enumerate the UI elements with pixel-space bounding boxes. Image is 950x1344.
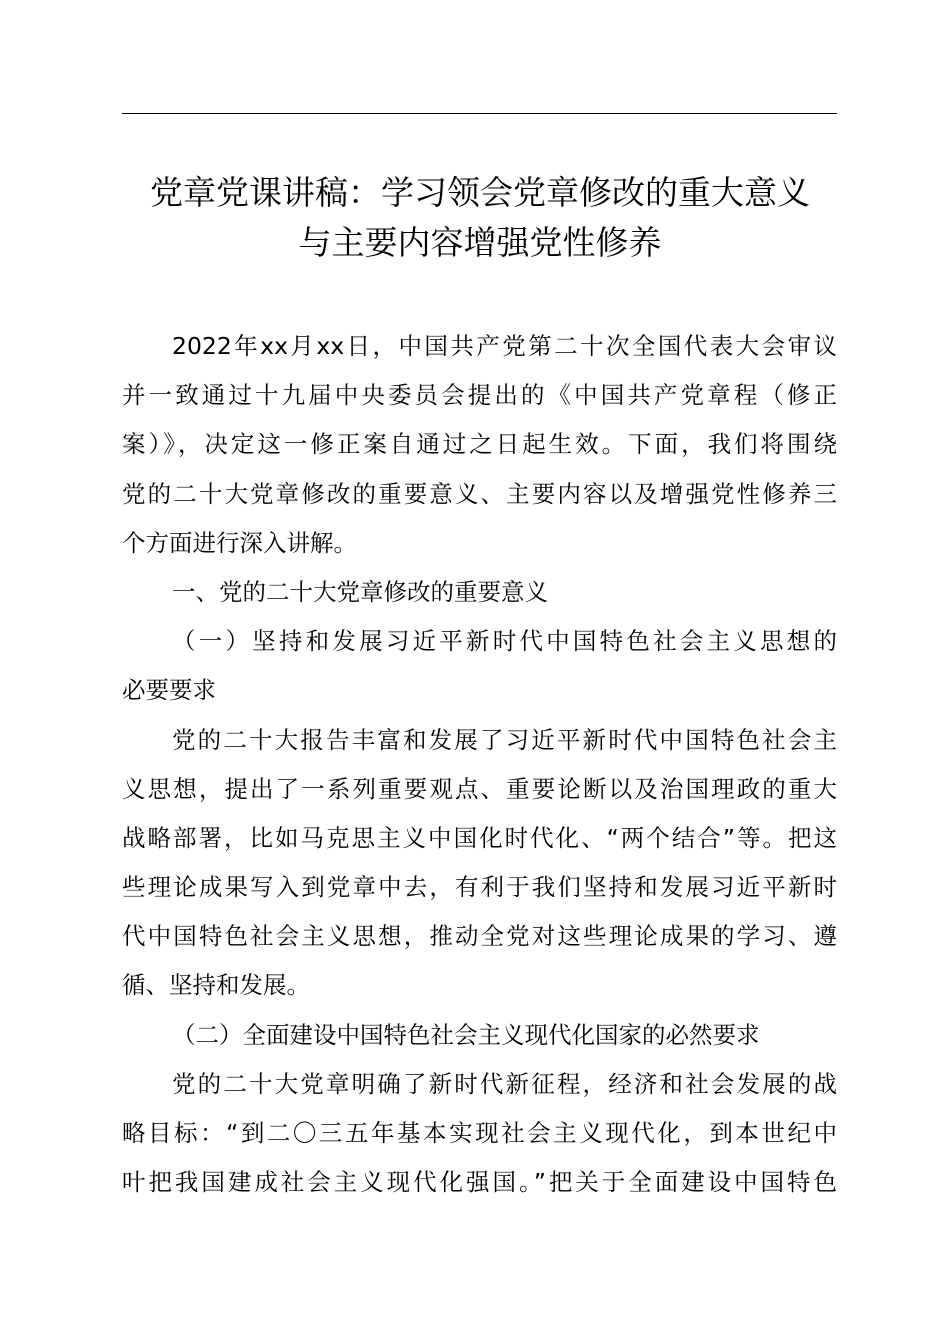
- section-heading: 一、党的二十大党章修改的重要意义: [172, 577, 548, 606]
- paragraph-line: 代中国特色社会主义思想，推动全党对这些理论成果的学习、遵: [122, 922, 837, 951]
- paragraph-line: 党的二十大党章修改的重要意义、主要内容以及增强党性修养三: [122, 479, 837, 508]
- paragraph-line: 叶把我国建成社会主义现代化强国。”把关于全面建设中国特色: [122, 1168, 837, 1197]
- paragraph-line: 案）》，决定这一修正案自通过之日起生效。下面，我们将围绕: [122, 430, 837, 459]
- paragraph-line: 略目标：“到二〇三五年基本实现社会主义现代化，到本世纪中: [122, 1119, 837, 1147]
- paragraph-line: 并一致通过十九届中央委员会提出的《中国共产党章程（修正: [122, 381, 837, 410]
- paragraph-line: 战略部署，比如马克思主义中国化时代化、“两个结合”等。把这: [122, 823, 837, 852]
- title-line-1: 党章党课讲稿：学习领会党章修改的重大意义: [150, 173, 810, 212]
- title-line-2: 与主要内容增强党性修养: [298, 223, 662, 262]
- paragraph-line: 党的二十大党章明确了新时代新征程，经济和社会发展的战: [172, 1069, 837, 1098]
- paragraph-line: 2022年xx月xx日，中国共产党第二十次全国代表大会审议: [172, 332, 837, 360]
- paragraph-line: 循、坚持和发展。: [122, 971, 310, 1000]
- subsection-heading: （二）全面建设中国特色社会主义现代化国家的必然要求: [172, 1020, 760, 1049]
- paragraph-line: 些理论成果写入到党章中去，有利于我们坚持和发展习近平新时: [122, 873, 837, 902]
- document-title: [110, 168, 850, 268]
- paragraph-line: 党的二十大报告丰富和发展了习近平新时代中国特色社会主: [172, 725, 837, 754]
- subsection-heading: （一）坚持和发展习近平新时代中国特色社会主义思想的: [172, 627, 837, 656]
- header-rule: [122, 113, 837, 114]
- document-body: [122, 322, 837, 1207]
- subsection-heading: 必要要求: [122, 676, 216, 705]
- paragraph-line: 义思想，提出了一系列重要观点、重要论断以及治国理政的重大: [122, 774, 837, 803]
- paragraph-line: 个方面进行深入讲解。: [122, 528, 357, 557]
